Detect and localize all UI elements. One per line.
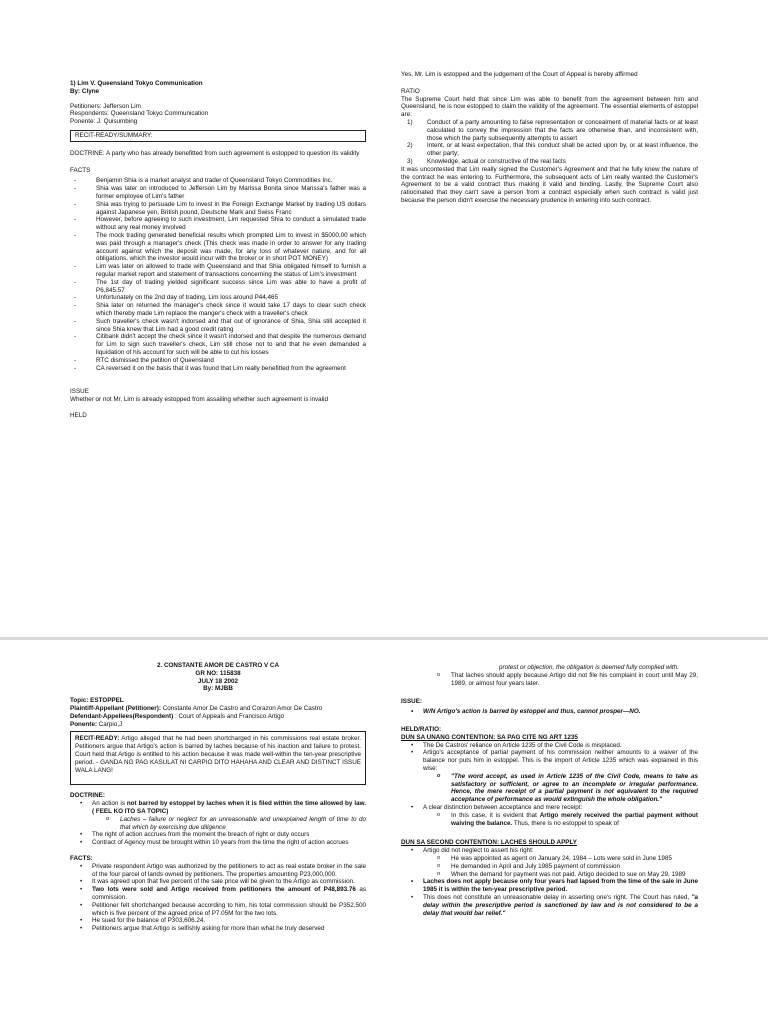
case1-issue: Whether or not Mr. Lim is already estopped from assailing whether such agreement is invalid [70, 396, 328, 404]
case2-topic: Topic: ESTOPPEL [70, 697, 124, 705]
case1-facts-heading: FACTS [70, 166, 91, 174]
case2-first-contention-list [401, 742, 698, 828]
case2-timeline-point: o He was appointed as agent on January 24, 1984 – Lots were sold in June 1985 [401, 855, 698, 863]
case2-doctrine-point: • Contract of Agency must be brought within 10 years from the time the right of action accrues [70, 839, 366, 847]
case2-second-contention-list [401, 847, 698, 917]
case2-laches-definition: o Laches – failure or neglect for an unreasonable and unexplained length of time to do that which by exercising due diligence [70, 816, 366, 832]
case1-respondents: Respondents: Queensland Tokyo Communication [70, 110, 209, 118]
case2-timeline-point: o When the demand for payment was not paid. Artigo decided to sue on May 29, 1989 [401, 871, 698, 879]
case2-right-column [401, 664, 698, 917]
case2-issue-heading: ISSUE: [401, 698, 422, 706]
case1-held: Yes, Mr. Lim is estopped and the judgement of the Court of Appeal is hereby affirmed [401, 71, 638, 78]
case2-second-contention: DUN SA SECOND CONTENTION: LACHES SHOULD APPLY [401, 839, 577, 847]
case2-fact: • Two lots were sold and Artigo received from petitioners the amount of P48,893.76 as commission. [70, 886, 366, 902]
case1-fact: - CA reversed it on the basis that it was found that Lim really benefitted from the agreement [70, 365, 366, 373]
case2-timeline-point: o He demanded in April and July 1985 payment of commission [401, 863, 698, 871]
case2-issue: • W/N Artigo's action is barred by estoppel and thus, cannot prosper—NO. [401, 708, 698, 716]
case1-fact: - RTC dismissed the petition of Queensland [70, 357, 366, 365]
case2-author: By: MJBB [203, 685, 233, 693]
case1-element: 3) Knowledge, actual or constructive of the real facts [407, 157, 566, 165]
case2-laches-point: o That laches should apply because Artigo did not file his complaint in court until May 29, 1989, or almost four years later. [401, 672, 698, 688]
document-page-2 [0, 640, 768, 1024]
case1-fact: - Citibank didn't accept the check since it wasn't indorsed and that despite the numerous demand for Lim to sign such traveller's check, Lim still chose not to and that he even demanded a liquidation of his account for such will be able to cut his losses [70, 333, 366, 356]
case2-fact: • He sued for the balance of P303,606.24. [70, 917, 366, 925]
case1-fact: - Shia was later on introduced to Jefferson Lim by Marissa Bonita since Marissa's father was a former employee of Lim's father [70, 185, 366, 201]
case1-fact: - However, before agreeing to such investment, Lim requested Shia to conduct a simulated trade without any real money involved [70, 216, 366, 232]
case1-fact: - Shia later on returned the manager's check since it would take 17 days to clear such check which thereby made Lim replace the manger's check with a traveller's check [70, 302, 366, 318]
case2-fact: • Private respondent Artigo was authorized by the petitioners to act as real estate broker in the sale of the four parcel of lands owned by petitioners. The properties amounting P23,000,000. [70, 863, 366, 879]
case2-receipt-point: o In this case, it is evident that Artigo merely received the partial payment without waiving the balance. Thus, there is no estoppel to speak of [401, 812, 698, 828]
case1-element: 2) Intent, or at least expectation, that this conduct shall be acted upon by, or at least influence, the other party; [407, 142, 698, 158]
case2-facts-list [70, 863, 366, 933]
case1-left-column [70, 80, 366, 420]
case2-facts-heading: FACTS: [70, 854, 93, 862]
case2-first-contention: DUN SA UNANG CONTENTION: SA PAG CITE NG ART 1235 [401, 733, 578, 741]
case1-issue-heading: ISSUE [70, 388, 89, 396]
case2-quote-tail: protest or objection, the obligation is deemed fully complied with. [499, 664, 679, 671]
case2-doctrine-point: • An action is not barred by estoppel by laches when it is filed within the time allowed by law. ( FEEL KO ITO SA TOPIC) o Laches – failure or neglect for an unreasonable and unexplained length of time to do that which by exercising due diligence [70, 800, 366, 831]
case1-ratio-intro: The Supreme Court held that since Lim was able to benefit from the agreement between him and Queensland, he is now estopped to claim the validity of the agreement. The essential elements of estoppel are: [401, 95, 698, 119]
case2-held-point: • A clear distinction between acceptance and mere receipt: o In this case, it is evident that Artigo merely received the partial payment without waiving the balance. Thus, there is no estoppel to speak of [401, 804, 698, 827]
case2-issue-list [401, 708, 698, 716]
case2-left-column [70, 662, 366, 933]
case2-gr-number: GR NO: 115838 [195, 669, 241, 677]
case2-plaintiff: Plaintiff-Appellant (Petitioner): Constante Amor De Castro and Corazon Amor De Castro [70, 704, 323, 712]
case1-fact: - Lim was later on allowed to trade with Queensland and that Shia obligated himself to furnish a regular market report and statement of transactions concerning the status of Lim's investment [70, 263, 366, 279]
case1-fact: - The mock trading generated beneficial results which prompted Lim to invest in $5000.00 which was paid through a manager's check (This check was made in order to answer for any trading account against which the deposit was made, for any loss of whatever nature, and for all obligations, which the investor would incur with the broker or in short POT MONEY) [70, 232, 366, 263]
case2-recit-box: RECIT-READY: Artigo alleged that he had been shortcharged in his commissions real estate broker. Petitioners argue that Artigo's action is barred by laches because of his inaction and failure to protest. Court held that Artigo is entitled to his action because it was made well-within the ten-year prescriptive period. - GANDA NG PAG KASULAT NI CARPIO DITO HAHAHA AND CLEAR AND DISTINCT ISSUE WALA LANG! [70, 731, 366, 785]
case2-held-point: • Laches does not apply because only four years had lapsed from the time of the sale in June 1985 it is within the ten-year prescriptive period. [401, 878, 698, 894]
case2-laches-argument [401, 672, 698, 688]
case1-recit-heading: RECIT-READY/SUMMARY: [75, 131, 153, 139]
case1-recit-box [70, 130, 366, 142]
case2-held-point: • Artigo's acceptance of partial payment of his commission neither amounts to a waiver of the balance nor puts him in estoppel. This is the import of Article 1235 which was explained in this wise: o "The word accept, as used in Article 1235 of the Civil Code, means to take as satisfactory or sufficient, or agree to an incomplete or irregular performance. Hence, the mere receipt of a partial payment is not equivalent to the required acceptance of performance as would extinguish the whole obligation." [401, 749, 698, 804]
case1-petitioners: Petitioners: Jefferson Lim [70, 102, 141, 110]
case2-doctrine-point: • The right of action accrues from the moment the breach of right or duty occurs [70, 831, 366, 839]
case2-doctrine-heading: DOCTRINE: [70, 792, 105, 800]
case2-defendant: Defendant-Appellees(Respondent) : Court of Appeals and Francisco Artigo [70, 712, 285, 720]
case1-fact: - Unfortunately on the 2nd day of trading, Lim loss around P44,465 [70, 294, 366, 302]
case2-held-point: • This does not constitute an unreasonable delay in asserting one's right. The Court has ruled, "a delay within the prescriptive period is sanctioned by law and is not considered to be a delay that would bar relief." [401, 894, 698, 917]
case1-ratio-heading: RATIO [401, 87, 420, 95]
case1-doctrine: DOCTRINE: A party who has already benefitted from such agreement is estopped to question its validity [70, 149, 360, 157]
case2-ponente: Ponente: Carpio,J [70, 720, 123, 728]
case1-fact: - Shia was trying to persuade Lim to invest in the Foreign Exchange Market by trading US dollars against Japanese yen, British pound, Deutsche Mark and Swiss Franc [70, 201, 366, 217]
case1-element: 1) Conduct of a party amounting to false representation or concealment of material facts or at least calculated to convey the impression that the facts are otherwise than, and inconsistent with, those which the party subsequently attempts to assert [407, 118, 698, 142]
case1-ponente: Ponente: J. Quisumbing [70, 118, 138, 126]
case1-held-heading: HELD [70, 411, 87, 419]
case1-fact: - The 1st day of trading yielded significant success since Lim was able to have a profit of P6,845.57 [70, 279, 366, 295]
case2-date: JULY 18 2002 [198, 677, 238, 685]
case1-fact: - Benjamin Shia is a market analyst and trader of Queensland Tokyo Commodities Inc. [70, 177, 366, 185]
case1-right-column [401, 71, 698, 205]
case2-fact: • Petitioner felt shortchanged because according to him, his total commission should be P352,500 which is five percent of the agreed price of P7.05M for the two lots. [70, 902, 366, 918]
case1-title: 1) Lim V. Queensland Tokyo Communication [70, 80, 203, 87]
case1-elements-list [401, 119, 698, 166]
case2-title: 2. CONSTANTE AMOR DE CASTRO V CA [156, 662, 280, 669]
case1-ratio-conclusion: It was uncontested that Lim really signed the Customer's Agreement and that he fully knew the nature of the contract he was entering to. Furthermore, the subsequent acts of Lim really wanted the Customer's Agreement to be a valid contract thus making it valid and binding. Lastly, the Supreme Court also ratiocinated that they can't save a person from a contract especially when such contract is valid just because the person didn't exercise the necessary prudence in entering into such contract. [401, 165, 698, 204]
case2-header [70, 662, 366, 693]
case2-doctrine-list [70, 800, 366, 847]
case2-fact: • Petitioners argue that Artigo is selfishly asking for more than what he truly deserved [70, 925, 366, 933]
case2-held-heading: HELD/RATIO: [401, 725, 442, 733]
case1-fact: - Such traveller's check wasn't indorsed and that out of ignorance of Shia, Shia still accepted it since Shia knew that Lim had a good credit rating [70, 318, 366, 334]
case1-facts-list [70, 177, 366, 372]
case2-held-point: • Artigo did not neglect to assert his right: o He was appointed as agent on January 24, 1984 – Lots were sold in June 1985 o He demanded in April and July 1985 payment of commission o When the demand for payment was not paid. Artigo decided to sue on May 29, 1989 [401, 847, 698, 878]
case1-author: By: Clyne [70, 87, 100, 95]
case2-held-point: • The De Castros' reliance on Article 1235 of the Civil Code is misplaced. [401, 742, 698, 750]
case2-article-quote: o "The word accept, as used in Article 1235 of the Civil Code, means to take as satisfactory or sufficient, or agree to an incomplete or irregular performance. Hence, the mere receipt of a partial payment is not equivalent to the required acceptance of performance as would extinguish the whole obligation." [401, 773, 698, 804]
case2-fact: • It was agreed upon that five percent of the sale price will be given to the Artigo as commission. [70, 878, 366, 886]
